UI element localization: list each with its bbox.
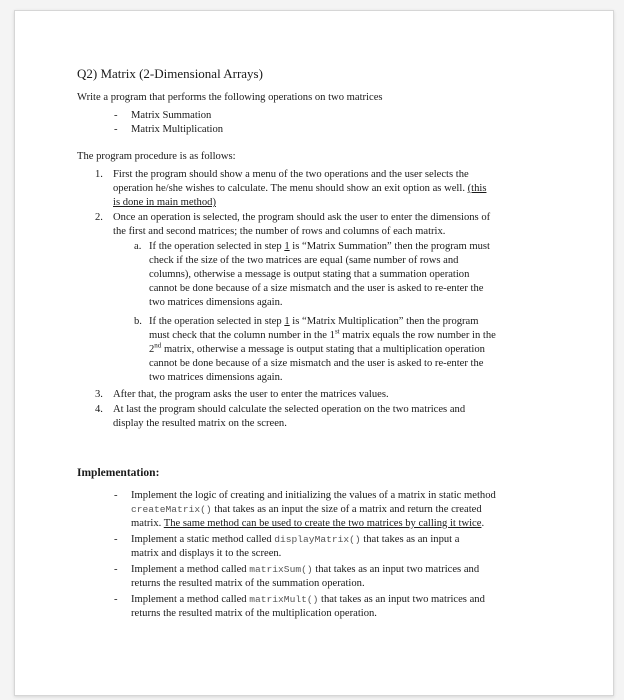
substep-letter: a. [134, 241, 142, 252]
substep-text: check if the size of the two matrices are equal (same number of rows and [149, 255, 459, 266]
substep-text: must check that the column number in the 1st matrix equals the row number in the [149, 327, 496, 341]
question-title: Q2) Matrix (2-Dimensional Arrays) [77, 66, 263, 81]
substep-text: 2nd matrix, otherwise a message is output stating that a multiplication operation [149, 341, 485, 355]
substep-letter: b. [134, 316, 142, 327]
step-number: 4. [95, 404, 103, 415]
bullet: - [114, 594, 118, 605]
bullet: - [114, 534, 118, 545]
intro-text: Write a program that performs the following operations on two matrices [77, 92, 383, 103]
impl-text: createMatrix() that takes as an input the size of a matrix and return the created [131, 504, 482, 515]
impl-text: returns the resulted matrix of the summation operation. [131, 578, 365, 589]
substep-text: If the operation selected in step 1 is “Matrix Multiplication” then the program [149, 316, 479, 327]
bullet: - [114, 124, 118, 135]
step-text: Once an operation is selected, the program should ask the user to enter the dimensions of [113, 212, 491, 223]
impl-text: returns the resulted matrix of the multiplication operation. [131, 608, 377, 619]
impl-text: Implement a method called matrixMult() that takes as an input two matrices and [131, 594, 485, 605]
substep-text: If the operation selected in step 1 is “Matrix Summation” then the program must [149, 241, 490, 252]
substep-text: two matrices dimensions again. [149, 297, 283, 308]
substep-text: cannot be done because of a size mismatch and the user is asked to re-enter the [149, 283, 484, 294]
impl-text: Implement the logic of creating and initializing the values of a matrix in static method [131, 490, 496, 501]
step-text: At last the program should calculate the selected operation on the two matrices and [113, 404, 466, 415]
step-number: 2. [95, 212, 103, 223]
bullet: - [114, 490, 118, 501]
substep-text: cannot be done because of a size mismatch and the user is asked to re-enter the [149, 358, 484, 369]
bullet: - [114, 564, 118, 575]
step-text: display the resulted matrix on the screen. [113, 418, 287, 429]
step-text: operation he/she wishes to calculate. The menu should show an exit option as well. (this [113, 183, 487, 194]
operation-item: Matrix Multiplication [131, 124, 224, 135]
step-number: 3. [95, 389, 103, 400]
impl-text: matrix. The same method can be used to create the two matrices by calling it twice. [131, 518, 485, 529]
operation-item: Matrix Summation [131, 110, 212, 121]
impl-text: Implement a static method called displayMatrix() that takes as an input a [131, 534, 460, 545]
substep-text: two matrices dimensions again. [149, 372, 283, 383]
step-text: is done in main method) [113, 197, 216, 208]
step-text: First the program should show a menu of the two operations and the user selects the [113, 169, 469, 180]
bullet: - [114, 110, 118, 121]
step-number: 1. [95, 169, 103, 180]
substep-text: columns), otherwise a message is output stating that a summation operation [149, 269, 470, 280]
step-text: the first and second matrices; the number of rows and columns of each matrix. [113, 226, 446, 237]
document-page [14, 10, 614, 696]
implementation-heading: Implementation: [77, 467, 160, 479]
impl-text: Implement a method called matrixSum() that takes as an input two matrices and [131, 564, 480, 575]
procedure-heading: The program procedure is as follows: [77, 151, 236, 162]
impl-text: matrix and displays it to the screen. [131, 548, 282, 559]
step-text: After that, the program asks the user to enter the matrices values. [113, 389, 389, 400]
